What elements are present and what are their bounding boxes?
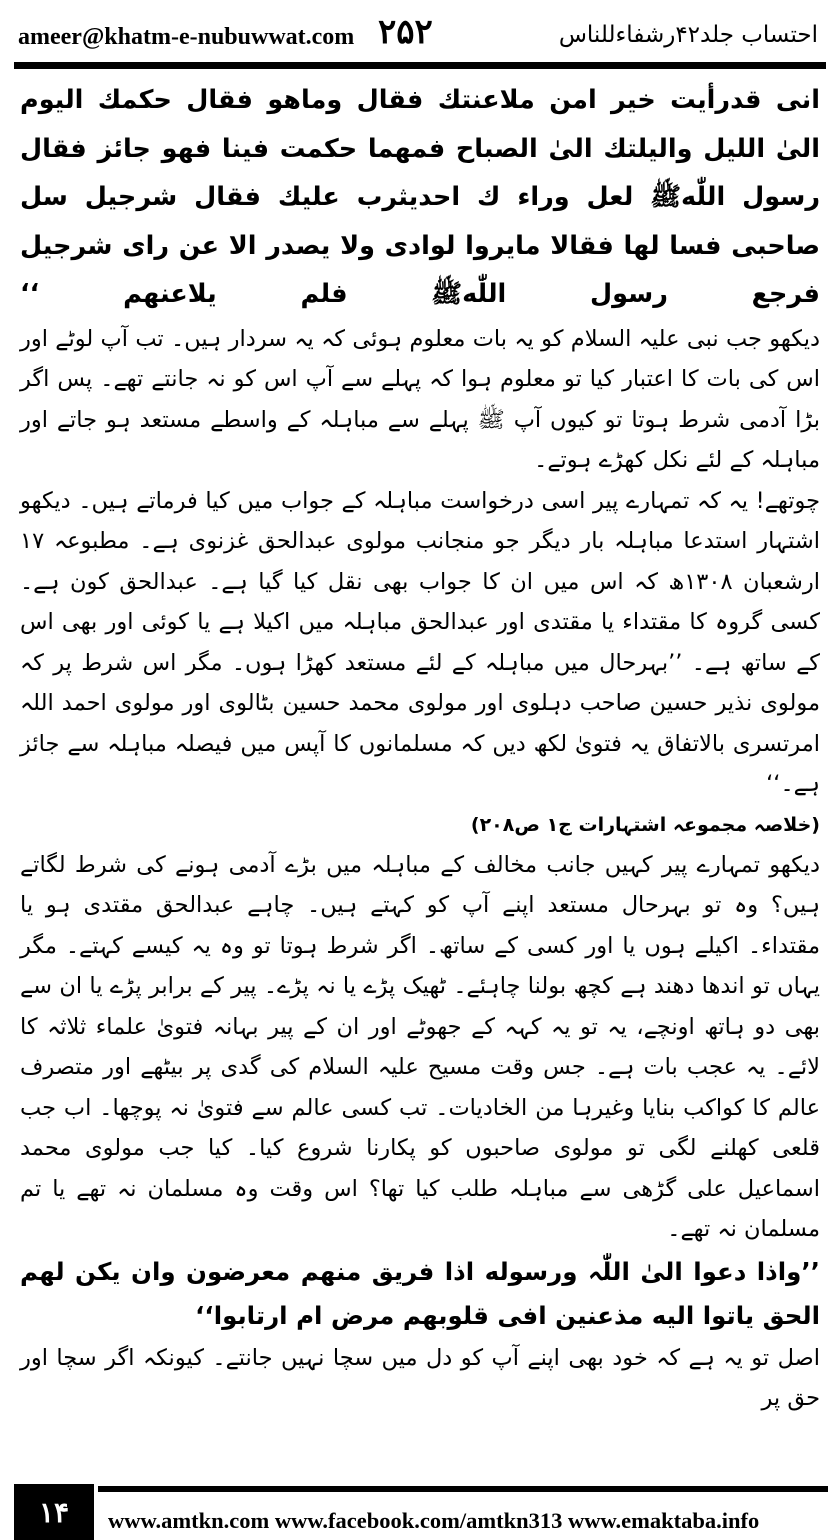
page-number: ۲۵۲	[378, 12, 433, 52]
footer-number-box: ۱۴	[14, 1484, 94, 1540]
urdu-paragraph-1: دیکھو جب نبی علیہ السلام کو یہ بات معلوم ہوئی کہ یہ سردار ہیں۔ تب آپ لوٹے اور اس کی بات کا اعتبار کیا تو معلوم ہوا کہ پہلے سے آپ اس کو نہ جانتے تھے۔ پس اگر بڑا آدمی شرط ہوتا تو کیوں آپ ﷺ پہلے سے مباہلہ کے واسطے مستعد ہو جاتے اور مباہلہ کے لئے نکل کھڑے ہوتے۔	[20, 325, 820, 473]
page-header	[0, 0, 840, 62]
arabic-quote-2: ’’واذا دعوا الیٰ اللّٰہ ورسوله اذا فریق منهم معرضون وان یکن لهم الحق یاتوا الیه مذعنین افی قلوبهم مرض ام ارتابوا‘‘	[20, 1256, 820, 1330]
arabic-quote-1: انی قدرأیت خیر امن ملاعنتك فقال وماهو فقال حکمك الیوم الیٰ اللیل والیلتك الیٰ الصباح فمهما حکمت فینا فهو جائز فقال رسول اللّٰهﷺ لعل وراء ك احدیثرب علیك فقال شرجیل سل صاحبی فسا لها فقالا مایروا لوادی ولا یصدر الا عن رای شرجیل فرجع رسول اللّٰهﷺ فلم یلاعنهم ‘‘	[20, 85, 820, 309]
reference-citation: (خلاصہ مجموعہ اشتہارات ج۱ ص۲۰۸)	[470, 813, 820, 836]
running-title: احتساب جلد۴۲رشفاءللناس	[558, 22, 818, 48]
header-rule	[14, 62, 826, 69]
page-body	[20, 76, 820, 1476]
header-email[interactable]: ameer@khatm-e-nubuwwat.com	[18, 24, 355, 50]
urdu-paragraph-2: چوتھے! یہ کہ تمہارے پیر اسی درخواست مباہلہ کے جواب میں کیا فرماتے ہیں۔ دیکھو اشتہار استدعا مباہلہ بار دیگر جو منجانب مولوی عبدالحق غزنوی ہے۔ مطبوعہ ۱۷ ارشعبان ۱۳۰۸ھ کہ اس میں ان کا جواب بھی نقل کیا گیا ہے۔ عبدالحق کون ہے۔ کسی گروہ کا مقتداء یا مقتدی اور عبدالحق مباہلہ میں اکیلا ہے یا کوئی اور بھی اس کے ساتھ ہے۔ ’’بہرحال میں مباہلہ کے لئے مستعد کھڑا ہوں۔ مگر اس شرط پر کہ مولوی نذیر حسین صاحب دہلوی اور مولوی محمد حسین بٹالوی اور مولوی احمد اللہ امرتسری بالاتفاق یہ فتویٰ لکھ دیں کہ مسلمانوں کا آپس میں فیصلہ مباہلہ سے جائز ہے۔‘‘	[20, 487, 820, 797]
urdu-paragraph-4: اصل تو یہ ہے کہ خود بھی اپنے آپ کو دل میں سچا نہیں جانتے۔ کیونکہ اگر سچا اور حق پر	[20, 1344, 820, 1411]
footer-links[interactable]: www.amtkn.com www.facebook.com/amtkn313 www.emaktaba.info	[108, 1508, 760, 1533]
page-footer	[0, 1484, 840, 1540]
urdu-paragraph-3: دیکھو تمہارے پیر کہیں جانب مخالف کے مباہلہ میں بڑے آدمی ہونے کی شرط لگاتے ہیں؟ وہ تو بہرحال مستعد اپنے آپ کو کہتے ہیں۔ چاہے عبدالحق مقتدی ہو یا مقتداء۔ اکیلے ہوں یا اور کسی کے ساتھ۔ اگر شرط ہوتا تو وہ یہ کیسے کہتے۔ مگر یہاں تو اندھا دھند ہے کچھ بولنا چاہئے۔ ٹھیک پڑے یا نہ پڑے۔ پیر کے برابر پڑے یا ان سے بھی دو ہاتھ اونچے، یہ تو یہ کہہ کے جھوٹے اور ان کے پیر بہانہ فتویٰ علماء ثلاثہ کا لائے۔ یہ عجب بات ہے۔ جس وقت مسیح علیہ السلام کی گدی پر بیٹھے اور متصرف عالم کا کواکب بنایا وغیرہا من الخادیات۔ تب کسی عالم سے فتویٰ نہ پوچھا۔ اب جب قلعی کھلنے لگی تو مولوی صاحبوں کو پکارنا شروع کیا۔ کیا جب مولوی محمد اسماعیل علی گڑھی سے مباہلہ طلب کیا تھا؟ اس وقت وہ مسلمان نہ تھے یا تم مسلمان نہ تھے۔	[20, 851, 820, 1242]
footer-rule	[98, 1486, 828, 1492]
